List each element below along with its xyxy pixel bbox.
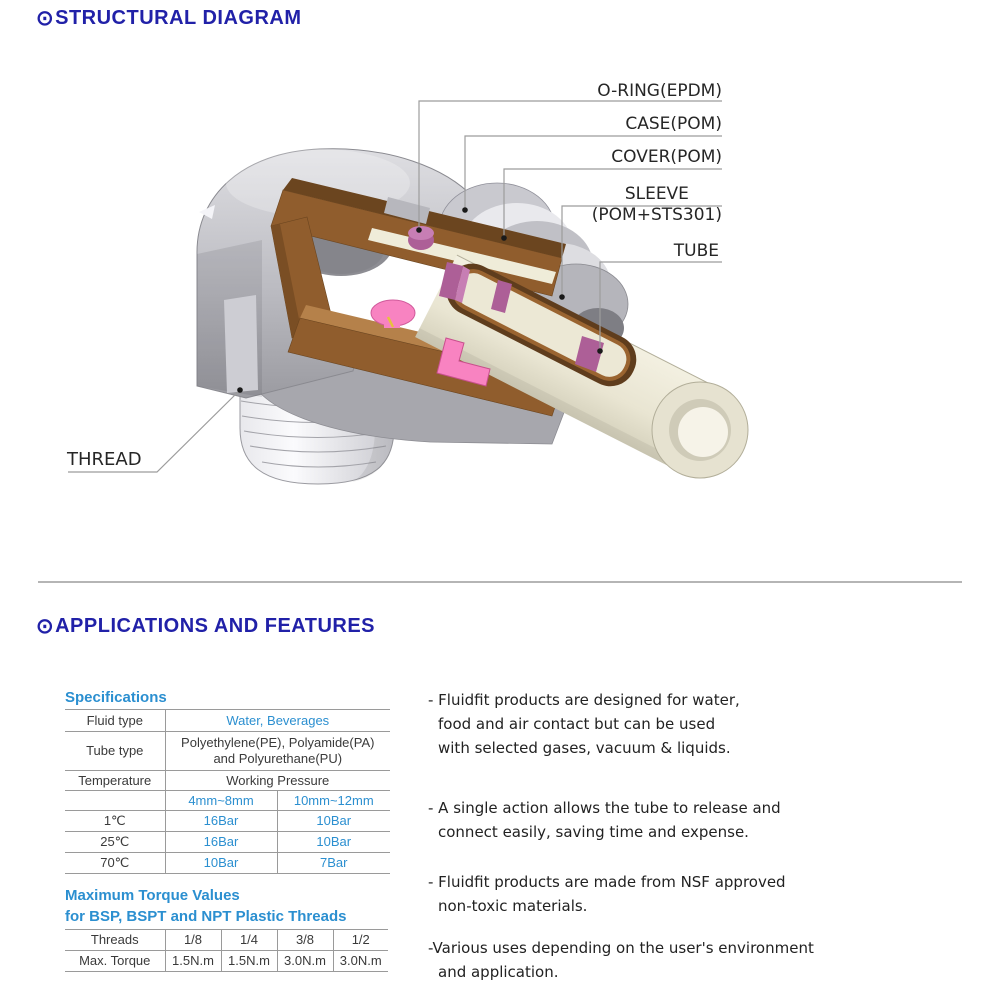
feature-line: non-toxic materials.	[438, 897, 588, 915]
empty-cell	[65, 791, 165, 811]
label-cover: COVER(POM)	[611, 147, 722, 167]
torque-value-cell: 1.5N.m	[165, 951, 221, 972]
feature-line: food and air contact but can be used	[438, 715, 716, 733]
torque-heading	[65, 885, 346, 927]
label-oring: O-RING(EPDM)	[597, 81, 722, 101]
feature-line: -Various uses depending on the user's environment	[428, 939, 814, 957]
pressure-cell: 7Bar	[277, 853, 390, 874]
temp-cell: 1℃	[65, 811, 165, 832]
torque-heading-line1: Maximum Torque Values	[65, 887, 240, 904]
specifications-table	[65, 709, 390, 874]
label-case: CASE(POM)	[625, 114, 722, 134]
feature-line: and application.	[438, 963, 559, 981]
list-item	[428, 936, 988, 984]
fluid-type-label: Fluid type	[65, 710, 165, 732]
table-row	[65, 771, 390, 791]
torque-value-cell: 1.5N.m	[221, 951, 277, 972]
thread-size-cell: 1/2	[333, 930, 388, 951]
temp-cell: 25℃	[65, 832, 165, 853]
threads-label: Threads	[65, 930, 165, 951]
thread-size-cell: 1/4	[221, 930, 277, 951]
section-divider	[38, 581, 962, 583]
section-bullet-icon: ⊙	[36, 615, 55, 638]
table-row	[65, 791, 390, 811]
temperature-header: Temperature	[65, 771, 165, 791]
applications-features-title-text: APPLICATIONS AND FEATURES	[55, 615, 376, 637]
table-row	[65, 951, 388, 972]
thread-size-cell: 3/8	[277, 930, 333, 951]
torque-value-cell: 3.0N.m	[277, 951, 333, 972]
feature-line: - Fluidfit products are made from NSF approved	[428, 873, 786, 891]
table-row	[65, 811, 390, 832]
size-column-large: 10mm~12mm	[277, 791, 390, 811]
structural-diagram-title-text: STRUCTURAL DIAGRAM	[55, 7, 302, 29]
size-column-small: 4mm~8mm	[165, 791, 277, 811]
feature-line: - Fluidfit products are designed for water,	[428, 691, 740, 709]
fluid-type-value: Water, Beverages	[165, 710, 390, 732]
applications-features-title	[36, 614, 375, 639]
pressure-cell: 10Bar	[277, 832, 390, 853]
torque-table	[65, 929, 388, 972]
table-row	[65, 930, 388, 951]
label-sleeve-line1: SLEEVE	[624, 184, 689, 204]
table-row	[65, 832, 390, 853]
feature-line: with selected gases, vacuum & liquids.	[438, 739, 731, 757]
feature-line: - A single action allows the tube to release and	[428, 799, 781, 817]
table-row	[65, 732, 390, 771]
list-item	[428, 796, 988, 844]
list-item	[428, 870, 988, 918]
specifications-heading: Specifications	[65, 689, 167, 706]
label-thread: THREAD	[67, 449, 142, 470]
feature-line: connect easily, saving time and expense.	[438, 823, 749, 841]
pressure-cell: 16Bar	[165, 811, 277, 832]
thread-size-cell: 1/8	[165, 930, 221, 951]
pressure-cell: 10Bar	[165, 853, 277, 874]
label-sleeve	[592, 184, 722, 226]
table-row	[65, 710, 390, 732]
torque-value-cell: 3.0N.m	[333, 951, 388, 972]
pressure-cell: 16Bar	[165, 832, 277, 853]
list-item	[428, 688, 988, 760]
temp-cell: 70℃	[65, 853, 165, 874]
section-bullet-icon: ⊙	[36, 7, 55, 30]
tube-type-label: Tube type	[65, 732, 165, 771]
tube-end-face	[652, 382, 748, 478]
working-pressure-header: Working Pressure	[165, 771, 390, 791]
label-tube: TUBE	[673, 241, 719, 261]
pressure-cell: 10Bar	[277, 811, 390, 832]
tube-type-value: Polyethylene(PE), Polyamide(PA) and Polyurethane(PU)	[165, 732, 390, 771]
torque-heading-line2: for BSP, BSPT and NPT Plastic Threads	[65, 908, 347, 925]
max-torque-label: Max. Torque	[65, 951, 165, 972]
label-sleeve-line2: (POM+STS301)	[591, 205, 722, 225]
table-row	[65, 853, 390, 874]
